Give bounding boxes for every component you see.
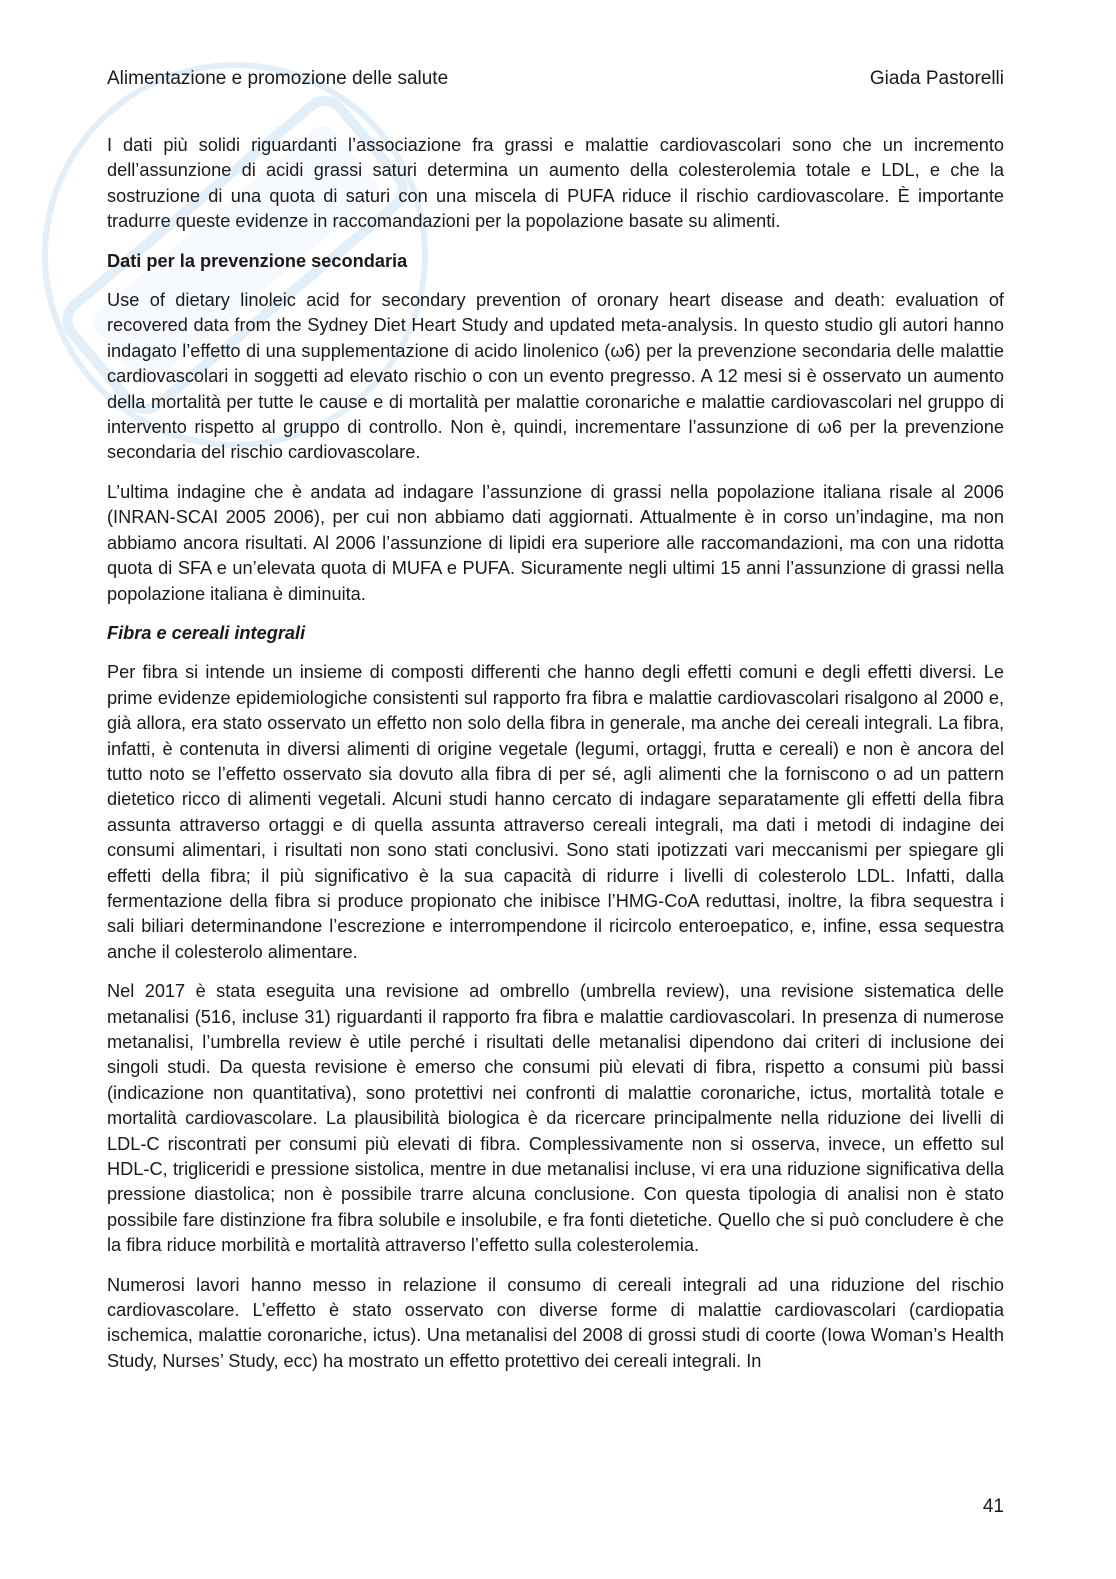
header-author: Giada Pastorelli bbox=[869, 68, 1004, 89]
paragraph-fats-evidence: I dati più solidi riguardanti l’associazione fra grassi e malattie cardiovascolari sono che un incremento dell’assunzione di acidi grassi saturi determina un aumento della colesterolemia totale e LDL, e che la sostruzione di una quota di saturi con una miscela di PUFA riduce il rischio cardiovascolare. È importante tradurre queste evidenze in raccomandazioni per la popolazione basate su alimenti. bbox=[107, 135, 1004, 232]
page-header bbox=[107, 66, 1004, 92]
page-number: 41 bbox=[982, 1496, 1004, 1517]
paragraph-umbrella-review: Nel 2017 è stata eseguita una revisione ad ombrello (umbrella review), una revisione sistematica delle metanalisi (516, incluse 31) riguardanti il rapporto fra fibra e malattie cardiovascolari. In presenza di numerose metanalisi, l’umbrella review è utile perché i risultati delle metanalisi dipendono dai criteri di inclusione dei singoli studi. Da questa revisione è emerso che consumi più elevati di fibra, rispetto a consumi più bassi (indicazione non quantitativa), sono protettivi nei confronti di malattie coronariche, ictus, mortalità totale e mortalità cardiovascolare. La plausibilità biologica è da ricercare principalmente nella riduzione dei livelli di LDL-C riscontrati per consumi più elevati di fibra. Complessivamente non si osserva, invece, un effetto sul HDL-C, trigliceridi e pressione sistolica, mentre in due metanalisi incluse, vi era una riduzione significativa della pressione diastolica; non è possibile trarre alcuna conclusione. Con questa tipologia di analisi non è stato possibile fare distinzione fra fibra solubile e insolubile, e fra fonti dietetiche. Quello che si può concludere è che la fibra riduce morbilità e mortalità attraverso l’effetto sulla colesterolemia. bbox=[107, 981, 1004, 1256]
heading-fiber-whole-grains: Fibra e cereali integrali bbox=[107, 622, 306, 643]
paragraph-linoleic-study: Use of dietary linoleic acid for secondary prevention of oronary heart disease and death: evaluation of recovered data from the Sydney Diet Heart Study and updated meta-analysis. In questo studio gli autori hanno indagato l’effetto di una supplementazione di acido linolenico (ω6) per la prevenzione secondaria delle malattie cardiovascolari in soggetti ad elevato rischio o con un evento pregresso. A 12 mesi si è osservato un aumento della mortalità per tutte le cause e di mortalità per malattie coronariche e malattie cardiovascolari nel gruppo di intervento rispetto al gruppo di controllo. Non è, quindi, incrementare l’assunzione di ω6 per la prevenzione secondaria del rischio cardiovascolare. bbox=[107, 290, 1004, 463]
page-body bbox=[107, 133, 1004, 1388]
paragraph-fiber-definition: Per fibra si intende un insieme di composti differenti che hanno degli effetti comuni e degli effetti diversi. Le prime evidenze epidemiologiche consistenti sul rapporto fra fibra e malattie cardiovascolari risalgono al 2000 e, già allora, era stato osservato un effetto non solo della fibra in generale, ma anche dei cereali integrali. La fibra, infatti, è contenuta in diversi alimenti di origine vegetale (legumi, ortaggi, frutta e cereali) e non è ancora del tutto noto se l’effetto osservato sia dovuto alla fibra di per sé, agli alimenti che la forniscono o ad un pattern dietetico ricco di alimenti vegetali. Alcuni studi hanno cercato di indagare separatamente gli effetti della fibra assunta attraverso ortaggi e di quella assunta attraverso cereali integrali, ma dati i metodi di indagine dei consumi alimentari, i risultati non sono stati conclusivi. Sono stati ipotizzati vari meccanismi per spiegare gli effetti della fibra; il più significativo è la sua capacità di ridurre i livelli di colesterolo LDL. Infatti, dalla fermentazione della fibra si produce propionato che inibisce l’HMG-CoA reduttasi, inoltre, la fibra sequestra i sali biliari determinandone l’escrezione e interrompendone il ricircolo enteroepatico, e, infine, essa sequestra anche il colesterolo alimentare. bbox=[107, 662, 1004, 962]
heading-secondary-prevention: Dati per la prevenzione secondaria bbox=[107, 250, 408, 271]
paragraph-whole-grains: Numerosi lavori hanno messo in relazione il consumo di cereali integrali ad una riduzione del rischio cardiovascolare. L’effetto è stato osservato con diverse forme di malattie cardiovascolari (cardiopatia ischemica, malattie coronariche, ictus). Una metanalisi del 2008 di grossi studi di coorte (Iowa Woman’s Health Study, Nurses’ Study, ecc) ha mostrato un effetto protettivo dei cereali integrali. In bbox=[107, 1274, 1004, 1371]
header-course-title: Alimentazione e promozione delle salute bbox=[107, 68, 449, 89]
paragraph-italian-survey: L’ultima indagine che è andata ad indagare l’assunzione di grassi nella popolazione italiana risale al 2006 (INRAN-SCAI 2005 2006), per cui non abbiamo dati aggiornati. Attualmente è in corso un’indagine, ma non abbiamo ancora risultati. Al 2006 l’assunzione di lipidi era superiore alle raccomandazioni, ma con una ridotta quota di SFA e un’elevata quota di MUFA e PUFA. Sicuramente negli ultimi 15 anni l’assunzione di grassi nella popolazione italiana è diminuita. bbox=[107, 481, 1004, 604]
